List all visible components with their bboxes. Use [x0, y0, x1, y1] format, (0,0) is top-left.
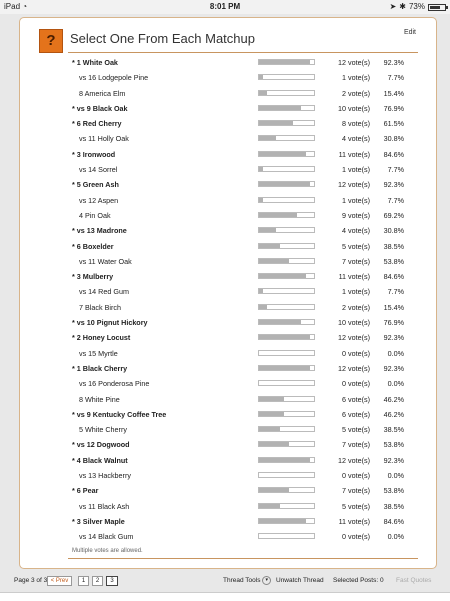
poll-option-label: * vs 12 Dogwood — [72, 440, 130, 450]
poll-option-row — [20, 422, 436, 437]
vote-count: 12 vote(s) — [338, 333, 370, 343]
poll-option-row — [20, 300, 436, 315]
poll-option-row — [20, 514, 436, 529]
poll-option-row — [20, 407, 436, 422]
poll-result-bar-fill — [259, 305, 267, 309]
vote-count: 1 vote(s) — [342, 73, 370, 83]
poll-result-bar-fill — [259, 91, 267, 95]
poll-result-bar — [258, 197, 315, 203]
battery-percent: 73% — [408, 2, 425, 11]
poll-result-bar-fill — [259, 289, 263, 293]
poll-result-bar — [258, 518, 315, 524]
poll-option-row — [20, 254, 436, 269]
page-indicator: Page 3 of 3 — [14, 577, 48, 584]
poll-option-label: * 1 Black Cherry — [72, 363, 128, 373]
poll-option-label: 7 Black Birch — [79, 302, 121, 312]
vote-count: 0 vote(s) — [342, 532, 370, 542]
poll-option-label: * 4 Black Walnut — [72, 455, 128, 465]
vote-percent: 38.5% — [383, 501, 404, 511]
vote-percent: 38.5% — [383, 425, 404, 435]
vote-count: 12 vote(s) — [338, 363, 370, 373]
chevron-down-icon: ▾ — [262, 576, 271, 585]
page-3-current: 3 — [106, 576, 118, 586]
vote-count: 4 vote(s) — [342, 134, 370, 144]
vote-count: 12 vote(s) — [338, 455, 370, 465]
vote-percent: 92.3% — [383, 455, 404, 465]
poll-option-row — [20, 147, 436, 162]
vote-count: 11 vote(s) — [338, 149, 370, 159]
poll-option-label: * 5 Green Ash — [72, 180, 119, 190]
vote-percent: 30.8% — [383, 134, 404, 144]
poll-result-bar — [258, 90, 315, 96]
poll-option-label: 5 White Cherry — [79, 425, 127, 435]
poll-result-bar — [258, 243, 315, 249]
poll-option-row — [20, 239, 436, 254]
vote-percent: 53.8% — [383, 486, 404, 496]
poll-option-label: * 6 Pear — [72, 486, 99, 496]
poll-card — [19, 17, 437, 569]
poll-option-label: vs 14 Sorrel — [79, 165, 118, 175]
question-icon: ? — [39, 29, 63, 53]
vote-percent: 92.3% — [383, 58, 404, 67]
vote-percent: 0.0% — [387, 471, 404, 481]
poll-option-row — [20, 284, 436, 299]
poll-option-row — [20, 177, 436, 192]
poll-footnote: Multiple votes are allowed. — [72, 548, 143, 554]
vote-count: 5 vote(s) — [342, 425, 370, 435]
poll-option-row — [20, 162, 436, 177]
poll-result-bar — [258, 120, 315, 126]
vote-percent: 7.7% — [387, 195, 404, 205]
poll-result-bar — [258, 304, 315, 310]
poll-option-label: * vs 10 Pignut Hickory — [72, 318, 148, 328]
poll-result-bar-fill — [259, 442, 289, 446]
vote-count: 5 vote(s) — [342, 241, 370, 251]
vote-percent: 92.3% — [383, 333, 404, 343]
poll-result-bar — [258, 396, 315, 402]
poll-option-row — [20, 193, 436, 208]
poll-option-label: * vs 9 Kentucky Coffee Tree — [72, 409, 167, 419]
poll-option-row — [20, 468, 436, 483]
vote-count: 12 vote(s) — [338, 58, 370, 67]
poll-result-bar — [258, 380, 315, 386]
poll-result-bar-fill — [259, 397, 284, 401]
poll-result-bar — [258, 411, 315, 417]
vote-percent: 0.0% — [387, 532, 404, 542]
poll-divider-bottom — [68, 558, 418, 559]
poll-result-bar-fill — [259, 259, 289, 263]
vote-percent: 61.5% — [383, 119, 404, 129]
poll-result-bar-fill — [259, 504, 280, 508]
vote-percent: 46.2% — [383, 409, 404, 419]
prev-page-button[interactable]: < Prev — [47, 576, 72, 586]
poll-option-row — [20, 70, 436, 85]
vote-count: 0 vote(s) — [342, 348, 370, 358]
poll-option-label: * 6 Boxelder — [72, 241, 114, 251]
thread-tools-menu[interactable] — [223, 574, 271, 588]
vote-percent: 84.6% — [383, 516, 404, 526]
poll-result-bar — [258, 503, 315, 509]
thread-tools-label: Thread Tools — [223, 577, 261, 584]
poll-divider-top — [68, 52, 418, 53]
vote-count: 11 vote(s) — [338, 516, 370, 526]
poll-option-label: vs 12 Aspen — [79, 195, 119, 205]
vote-percent: 0.0% — [387, 348, 404, 358]
poll-result-bar-fill — [259, 458, 310, 462]
vote-percent: 76.9% — [383, 318, 404, 328]
vote-count: 11 vote(s) — [338, 272, 370, 282]
battery-level — [430, 6, 440, 9]
poll-option-row — [20, 269, 436, 284]
poll-result-bar — [258, 181, 315, 187]
edit-link[interactable]: Edit — [403, 29, 416, 36]
poll-option-row — [20, 223, 436, 238]
bluetooth-icon: ✱ — [399, 2, 406, 11]
poll-option-row — [20, 437, 436, 452]
poll-option-row — [20, 55, 436, 70]
poll-option-label: * 3 Mulberry — [72, 272, 114, 282]
poll-result-bar — [258, 166, 315, 172]
poll-result-bar — [258, 487, 315, 493]
poll-result-bar — [258, 212, 315, 218]
poll-result-bar-fill — [259, 488, 289, 492]
thread-toolbar — [0, 574, 450, 588]
vote-percent: 84.6% — [383, 272, 404, 282]
vote-count: 8 vote(s) — [342, 119, 370, 129]
poll-result-bar-fill — [259, 75, 263, 79]
vote-percent: 30.8% — [383, 226, 404, 236]
poll-result-bar — [258, 441, 315, 447]
selected-posts-link[interactable]: Selected Posts: 0 — [333, 577, 384, 584]
poll-option-row — [20, 346, 436, 361]
poll-option-row — [20, 208, 436, 223]
vote-percent: 15.4% — [383, 302, 404, 312]
vote-percent: 92.3% — [383, 363, 404, 373]
poll-result-bar-fill — [259, 366, 310, 370]
vote-count: 7 vote(s) — [342, 256, 370, 266]
vote-percent: 46.2% — [383, 394, 404, 404]
poll-result-bar — [258, 59, 315, 65]
poll-option-label: * vs 13 Madrone — [72, 226, 127, 236]
poll-result-bar-fill — [259, 106, 301, 110]
poll-result-bar-fill — [259, 427, 280, 431]
vote-count: 7 vote(s) — [342, 486, 370, 496]
vote-count: 1 vote(s) — [342, 195, 370, 205]
poll-result-bar — [258, 135, 315, 141]
status-bar — [0, 0, 450, 14]
vote-count: 6 vote(s) — [342, 394, 370, 404]
poll-option-row — [20, 453, 436, 468]
poll-result-bar-fill — [259, 228, 276, 232]
poll-results — [20, 55, 436, 545]
poll-result-bar — [258, 105, 315, 111]
poll-result-bar-fill — [259, 167, 263, 171]
poll-option-label: vs 11 Water Oak — [79, 256, 132, 266]
vote-percent: 69.2% — [383, 210, 404, 220]
poll-result-bar-fill — [259, 335, 310, 339]
vote-count: 5 vote(s) — [342, 501, 370, 511]
poll-result-bar — [258, 457, 315, 463]
status-time: 8:01 PM — [209, 2, 241, 11]
poll-option-label: vs 11 Holly Oak — [79, 134, 129, 144]
poll-option-label: vs 14 Black Gum — [79, 532, 134, 542]
poll-title: Select One From Each Matchup — [70, 31, 255, 46]
location-icon: ➤ — [389, 2, 397, 11]
fast-quotes-link[interactable]: Fast Quotes — [396, 577, 432, 584]
poll-option-row — [20, 131, 436, 146]
poll-option-row — [20, 315, 436, 330]
vote-count: 0 vote(s) — [342, 471, 370, 481]
poll-result-bar-fill — [259, 519, 306, 523]
vote-percent: 7.7% — [387, 73, 404, 83]
vote-count: 9 vote(s) — [342, 210, 370, 220]
poll-result-bar-fill — [259, 213, 297, 217]
poll-result-bar-fill — [259, 198, 263, 202]
poll-result-bar — [258, 288, 315, 294]
poll-result-bar-fill — [259, 60, 310, 64]
vote-count: 2 vote(s) — [342, 88, 370, 98]
poll-result-bar — [258, 273, 315, 279]
poll-result-bar-fill — [259, 121, 293, 125]
vote-percent: 92.3% — [383, 180, 404, 190]
vote-count: 12 vote(s) — [338, 180, 370, 190]
vote-count: 0 vote(s) — [342, 379, 370, 389]
poll-result-bar — [258, 533, 315, 539]
poll-option-label: 4 Pin Oak — [79, 210, 111, 220]
vote-count: 1 vote(s) — [342, 287, 370, 297]
vote-percent: 0.0% — [387, 379, 404, 389]
vote-percent: 76.9% — [383, 103, 404, 113]
poll-result-bar-fill — [259, 182, 310, 186]
vote-percent: 84.6% — [383, 149, 404, 159]
poll-option-label: * 2 Honey Locust — [72, 333, 131, 343]
poll-result-bar-fill — [259, 244, 280, 248]
poll-option-label: * 6 Red Cherry — [72, 119, 122, 129]
poll-option-label: * 3 Silver Maple — [72, 516, 125, 526]
poll-result-bar — [258, 258, 315, 264]
vote-count: 1 vote(s) — [342, 165, 370, 175]
vote-percent: 15.4% — [383, 88, 404, 98]
vote-percent: 38.5% — [383, 241, 404, 251]
poll-result-bar — [258, 74, 315, 80]
poll-result-bar — [258, 350, 315, 356]
poll-option-label: * 1 White Oak — [72, 58, 118, 67]
vote-percent: 53.8% — [383, 440, 404, 450]
vote-percent: 7.7% — [387, 165, 404, 175]
poll-option-row — [20, 529, 436, 544]
vote-count: 10 vote(s) — [338, 318, 370, 328]
vote-count: 10 vote(s) — [338, 103, 370, 113]
device-name: iPad — [4, 2, 21, 11]
poll-result-bar — [258, 334, 315, 340]
poll-option-label: * 3 Ironwood — [72, 149, 116, 159]
wifi-icon: ◔ — [22, 2, 28, 11]
unwatch-thread-link[interactable]: Unwatch Thread — [276, 577, 324, 584]
poll-result-bar — [258, 472, 315, 478]
page-1-button[interactable]: 1 — [78, 576, 89, 586]
vote-count: 7 vote(s) — [342, 440, 370, 450]
vote-count: 6 vote(s) — [342, 409, 370, 419]
poll-option-row — [20, 86, 436, 101]
poll-option-row — [20, 376, 436, 391]
vote-count: 4 vote(s) — [342, 226, 370, 236]
poll-option-label: * vs 9 Black Oak — [72, 103, 128, 113]
poll-result-bar — [258, 365, 315, 371]
poll-option-row — [20, 101, 436, 116]
battery-icon — [428, 4, 446, 11]
poll-result-bar-fill — [259, 152, 306, 156]
poll-result-bar-fill — [259, 274, 306, 278]
poll-option-label: vs 15 Myrtle — [79, 348, 118, 358]
poll-option-label: vs 16 Ponderosa Pine — [79, 379, 150, 389]
poll-option-label: vs 14 Red Gum — [79, 287, 129, 297]
poll-option-row — [20, 330, 436, 345]
poll-result-bar — [258, 151, 315, 157]
vote-percent: 7.7% — [387, 287, 404, 297]
poll-option-label: 8 America Elm — [79, 88, 126, 98]
poll-result-bar — [258, 227, 315, 233]
poll-option-row — [20, 499, 436, 514]
page-2-button[interactable]: 2 — [92, 576, 103, 586]
poll-result-bar-fill — [259, 320, 301, 324]
poll-option-label: vs 11 Black Ash — [79, 501, 130, 511]
poll-option-row — [20, 392, 436, 407]
poll-option-label: vs 13 Hackberry — [79, 471, 131, 481]
poll-result-bar — [258, 319, 315, 325]
poll-option-label: vs 16 Lodgepole Pine — [79, 73, 149, 83]
vote-percent: 53.8% — [383, 256, 404, 266]
poll-result-bar-fill — [259, 412, 284, 416]
poll-option-row — [20, 116, 436, 131]
poll-option-row — [20, 483, 436, 498]
poll-option-label: 8 White Pine — [79, 394, 120, 404]
poll-result-bar — [258, 426, 315, 432]
vote-count: 2 vote(s) — [342, 302, 370, 312]
poll-result-bar-fill — [259, 136, 276, 140]
poll-option-row — [20, 361, 436, 376]
